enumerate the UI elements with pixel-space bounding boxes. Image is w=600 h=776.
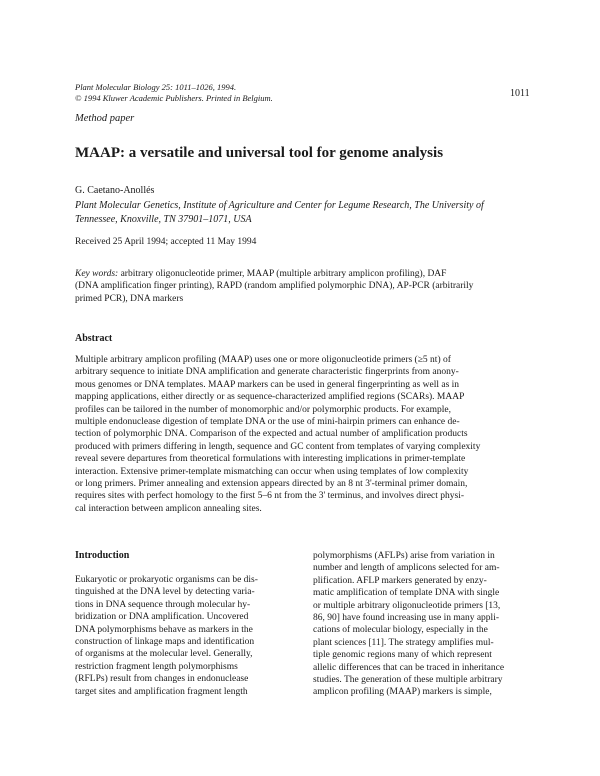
keywords-block: [75, 268, 525, 305]
page-number: 1011: [510, 88, 530, 99]
body-line: or multiple arbitrary oligonucleotide primers [13,: [313, 600, 501, 611]
abstract-line: cal interaction between amplicon annealing sites.: [75, 503, 262, 514]
introduction-left-column: [75, 574, 295, 698]
journal-citation: [75, 82, 273, 104]
body-line: (RFLPs) result from changes in endonuclease: [75, 674, 249, 685]
keywords-line: [75, 268, 525, 280]
abstract-line: Multiple arbitrary amplicon profiling (MAAP) uses one or more oligonucleotide primers (≥5 nt) of: [75, 355, 451, 365]
introduction-right-column: [313, 550, 528, 699]
abstract-line: tection of polymorphic DNA. Comparison of the expected and actual number of amplification products: [75, 429, 468, 440]
body-line: tions in DNA sequence through molecular hy-: [75, 599, 251, 610]
body-line: construction of linkage maps and identification: [75, 637, 255, 648]
abstract-line: requires sites with perfect homology to the first 5–6 nt from the 3' terminus, and involves direct physi-: [75, 491, 465, 502]
body-line: studies. The generation of these multiple arbitrary: [313, 675, 503, 686]
author-name: G. Caetano-Anollés: [75, 185, 155, 196]
article-type: Method paper: [75, 113, 135, 124]
abstract-line: reveal severe departures from theoretical formulations with interesting implications in primer-template: [75, 454, 466, 465]
body-line: matic amplification of template DNA with single: [313, 588, 500, 599]
abstract-line: multiple endonuclease digestion of template DNA or the use of mini-hairpin primers can enhance de-: [75, 417, 460, 428]
journal-line: Plant Molecular Biology 25: 1011–1026, 1994.: [75, 82, 237, 92]
body-line: plification. AFLP markers generated by enzy-: [313, 575, 487, 586]
copyright-line: © 1994 Kluwer Academic Publishers. Printed in Belgium.: [75, 93, 273, 103]
abstract-line: interaction. Extensive primer-template mismatching can occur when using templates of low complexity: [75, 466, 469, 477]
abstract-line: mous genomes or DNA templates. MAAP markers can be used in general fingerprinting as well as in: [75, 379, 460, 390]
introduction-heading: Introduction: [75, 550, 130, 561]
body-line: Eukaryotic or prokaryotic organisms can be dis-: [75, 575, 258, 585]
body-line: allelic differences that can be traced in inheritance: [313, 662, 505, 673]
body-line: polymorphisms (AFLPs) arise from variation in: [313, 551, 495, 561]
body-line: cations of molecular biology, especially in the: [313, 625, 488, 636]
body-line: DNA polymorphisms behave as markers in the: [75, 624, 253, 635]
affiliation-line: Plant Molecular Genetics, Institute of Agriculture and Center for Legume Research, The University of: [75, 200, 484, 211]
keywords-label: Key words:: [75, 269, 119, 279]
body-line: number and length of amplicons selected for am-: [313, 563, 500, 574]
body-line: tiple genomic regions many of which represent: [313, 650, 492, 661]
keywords-line: (DNA amplification finger printing), RAPD (random amplified polymorphic DNA), AP-PCR (arbitrarily: [75, 281, 474, 292]
body-line: plant sciences [11]. The strategy amplifies mul-: [313, 637, 494, 648]
abstract-line: produced with primers differing in length, sequence and GC content from templates of varying complexity: [75, 441, 481, 452]
body-line: target sites and amplification fragment length: [75, 686, 248, 697]
author-affiliation: [75, 199, 525, 227]
keywords-text: arbitrary oligonucleotide primer, MAAP (multiple arbitrary amplicon profiling), DAF: [118, 269, 447, 279]
affiliation-line: Tennessee, Knoxville, TN 37901–1071, USA: [75, 214, 252, 225]
body-line: restriction fragment length polymorphisms: [75, 661, 238, 672]
abstract-line: profiles can be tailored in the number of monomorphic and/or polymorphic products. For example,: [75, 404, 451, 415]
body-line: bridization or DNA amplification. Uncovered: [75, 612, 249, 623]
abstract-line: or long primers. Primer annealing and extension appears directed by an 8 nt 3'-terminal primer domain,: [75, 479, 468, 490]
body-line: of organisms at the molecular level. Generally,: [75, 649, 253, 660]
article-title: MAAP: a versatile and universal tool for genome analysis: [75, 145, 444, 161]
abstract-line: arbitrary sequence to initiate DNA amplification and generate characteristic fingerprints from anony-: [75, 367, 459, 378]
body-line: 86, 90] have found increasing use in many appli-: [313, 613, 499, 624]
abstract-line: mapping applications, either directly or as sequence-characterized amplified regions (SCARs). MAAP: [75, 392, 465, 403]
body-line: amplicon profiling (MAAP) markers is simple,: [313, 687, 492, 698]
keywords-line: primed PCR), DNA markers: [75, 293, 184, 304]
received-dates: Received 25 April 1994; accepted 11 May 1994: [75, 237, 257, 247]
body-line: tinguished at the DNA level by detecting varia-: [75, 587, 255, 598]
abstract-heading: Abstract: [75, 333, 113, 344]
abstract-body: [75, 354, 525, 515]
